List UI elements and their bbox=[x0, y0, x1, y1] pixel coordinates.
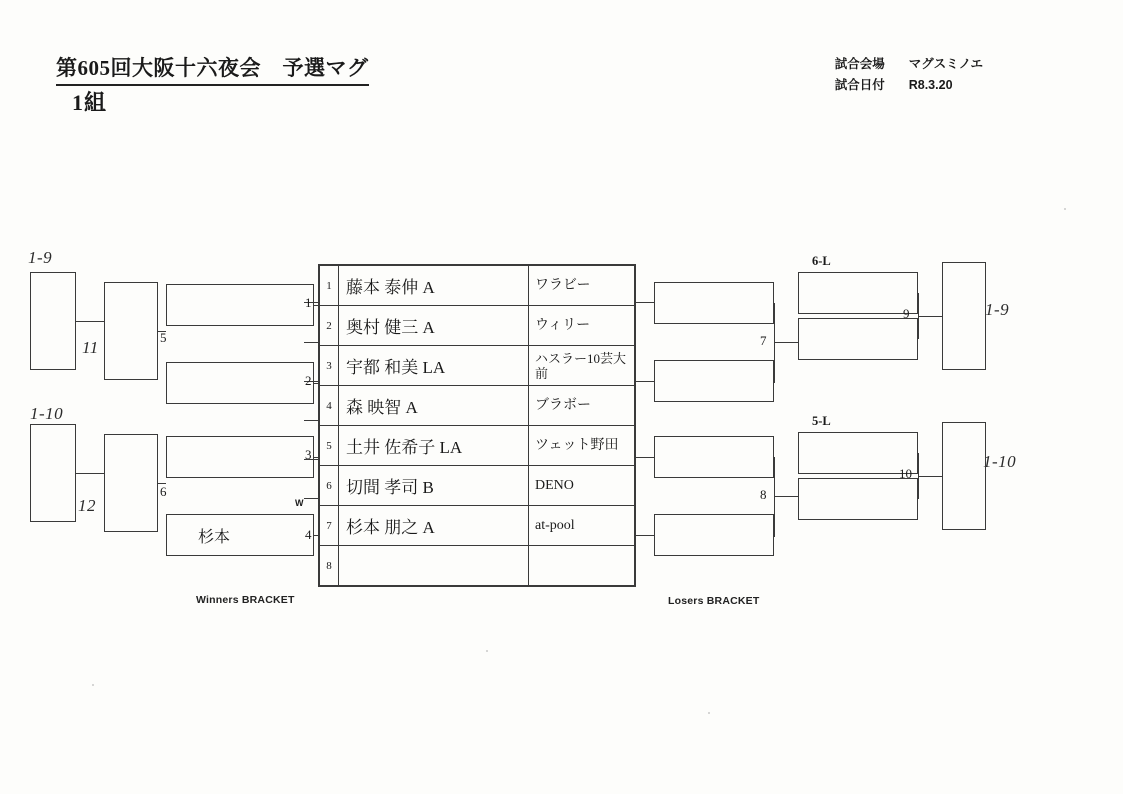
table-row[interactable] bbox=[320, 306, 635, 346]
table-row[interactable] bbox=[320, 346, 635, 386]
winners-r1-box-bottom[interactable] bbox=[104, 434, 158, 532]
annotation-bottom-right-final: 1-10 bbox=[983, 452, 1017, 471]
connector-r0-top bbox=[76, 321, 104, 322]
row-name bbox=[339, 546, 529, 586]
annotation-upper-left-result: 11 bbox=[82, 338, 99, 357]
row-no: 5 bbox=[320, 426, 339, 466]
annotation-bottom-left-seed: 1-10 bbox=[30, 404, 64, 423]
row-name: 杉本 朋之 A bbox=[339, 506, 529, 546]
row-no: 6 bbox=[320, 466, 339, 506]
table-row[interactable] bbox=[320, 426, 635, 466]
winners-match-no-6: 6 bbox=[160, 484, 167, 499]
losers-r1-box-2[interactable] bbox=[654, 360, 774, 402]
losers-match-no-7: 7 bbox=[760, 333, 767, 348]
venue-value: マグスミノエ bbox=[908, 57, 983, 71]
row-team: ウィリー bbox=[529, 306, 635, 346]
table-row[interactable] bbox=[320, 466, 635, 506]
losers-match-no-10: 10 bbox=[899, 466, 912, 481]
losers-feed-label-6L: 6-L bbox=[812, 254, 831, 268]
connector-r0-bottom bbox=[76, 473, 104, 474]
row-team: ツェット野田 bbox=[529, 426, 635, 466]
row-team: ブラボー bbox=[529, 386, 635, 426]
winners-match-no-4: 4 bbox=[305, 527, 312, 542]
losers-r2-box-top-upper[interactable] bbox=[798, 272, 918, 314]
winners-bracket-label: Winners BRACKET bbox=[196, 594, 295, 606]
losers-bracket-label: Losers BRACKET bbox=[668, 595, 760, 607]
losers-r1-box-3[interactable] bbox=[654, 436, 774, 478]
row-no: 2 bbox=[320, 306, 339, 346]
row-name: 藤本 泰伸 A bbox=[339, 266, 529, 306]
row-no: 7 bbox=[320, 506, 339, 546]
row-team: at-pool bbox=[529, 506, 635, 546]
table-row[interactable] bbox=[320, 506, 635, 546]
row-no: 1 bbox=[320, 266, 339, 306]
venue-label: 試合会場 bbox=[834, 57, 885, 71]
winners-r0-box-top[interactable] bbox=[30, 272, 76, 370]
winners-r2-box-2[interactable] bbox=[166, 362, 314, 404]
winners-r2-box-1[interactable] bbox=[166, 284, 314, 326]
table-row[interactable] bbox=[320, 546, 635, 586]
row-team: DENO bbox=[529, 466, 635, 506]
losers-match-no-8: 8 bbox=[760, 487, 767, 502]
winners-r0-box-bottom[interactable] bbox=[30, 424, 76, 522]
row-no: 8 bbox=[320, 546, 339, 586]
winners-match-no-1: 1 bbox=[305, 295, 312, 310]
losers-feed-3 bbox=[636, 457, 654, 458]
losers-join-7-horizontal bbox=[774, 342, 798, 343]
page-title: 第605回大阪十六夜会 予選マグ bbox=[56, 52, 369, 86]
winner-mark: W bbox=[295, 498, 304, 508]
date-label: 試合日付 bbox=[834, 78, 885, 92]
winners-r2-box-4[interactable] bbox=[166, 514, 314, 556]
winners-r2-box-3[interactable] bbox=[166, 436, 314, 478]
annotation-top-left-seed: 1-9 bbox=[28, 248, 53, 267]
row-name: 土井 佐希子 LA bbox=[339, 426, 529, 466]
row-no: 3 bbox=[320, 346, 339, 386]
winners-match-no-3: 3 bbox=[305, 447, 312, 462]
row-team bbox=[529, 546, 635, 586]
losers-r2-box-top-lower[interactable] bbox=[798, 318, 918, 360]
scan-speck bbox=[1064, 208, 1066, 210]
losers-feed-2 bbox=[636, 381, 654, 382]
losers-feed-label-5L: 5-L bbox=[812, 414, 831, 428]
losers-final-box-bottom[interactable] bbox=[942, 422, 986, 530]
scan-speck bbox=[708, 712, 710, 714]
roster-table bbox=[318, 264, 636, 587]
table-row[interactable] bbox=[320, 386, 635, 426]
table-row[interactable] bbox=[320, 266, 635, 306]
annotation-lower-left-result: 12 bbox=[78, 496, 96, 515]
losers-r1-box-4[interactable] bbox=[654, 514, 774, 556]
losers-r2-box-bottom-lower[interactable] bbox=[798, 478, 918, 520]
losers-final-box-top[interactable] bbox=[942, 262, 986, 370]
winners-match-no-5: 5 bbox=[160, 330, 167, 345]
row-team: ハスラー10芸大前 bbox=[529, 346, 635, 386]
losers-join-10-horizontal bbox=[918, 476, 942, 477]
row-name: 奥村 健三 A bbox=[339, 306, 529, 346]
losers-feed-4 bbox=[636, 535, 654, 536]
written-in-name: 杉本 bbox=[198, 529, 231, 546]
row-team: ワラビー bbox=[529, 266, 635, 306]
losers-join-8-horizontal bbox=[774, 496, 798, 497]
date-value: R8.3.20 bbox=[908, 78, 953, 92]
row-name: 森 映智 A bbox=[339, 386, 529, 426]
scan-speck bbox=[486, 650, 488, 652]
losers-match-no-9: 9 bbox=[903, 306, 910, 321]
row-name: 切間 孝司 B bbox=[339, 466, 529, 506]
row-no: 4 bbox=[320, 386, 339, 426]
winners-match-no-2: 2 bbox=[305, 373, 312, 388]
losers-feed-1 bbox=[636, 302, 654, 303]
match-meta bbox=[835, 54, 983, 96]
losers-join-9-horizontal bbox=[918, 316, 942, 317]
losers-r1-box-1[interactable] bbox=[654, 282, 774, 324]
scan-speck bbox=[92, 684, 94, 686]
group-label: 1組 bbox=[72, 90, 108, 115]
row-name: 宇都 和美 LA bbox=[339, 346, 529, 386]
annotation-top-right-final: 1-9 bbox=[985, 300, 1010, 319]
winners-r1-box-top[interactable] bbox=[104, 282, 158, 380]
